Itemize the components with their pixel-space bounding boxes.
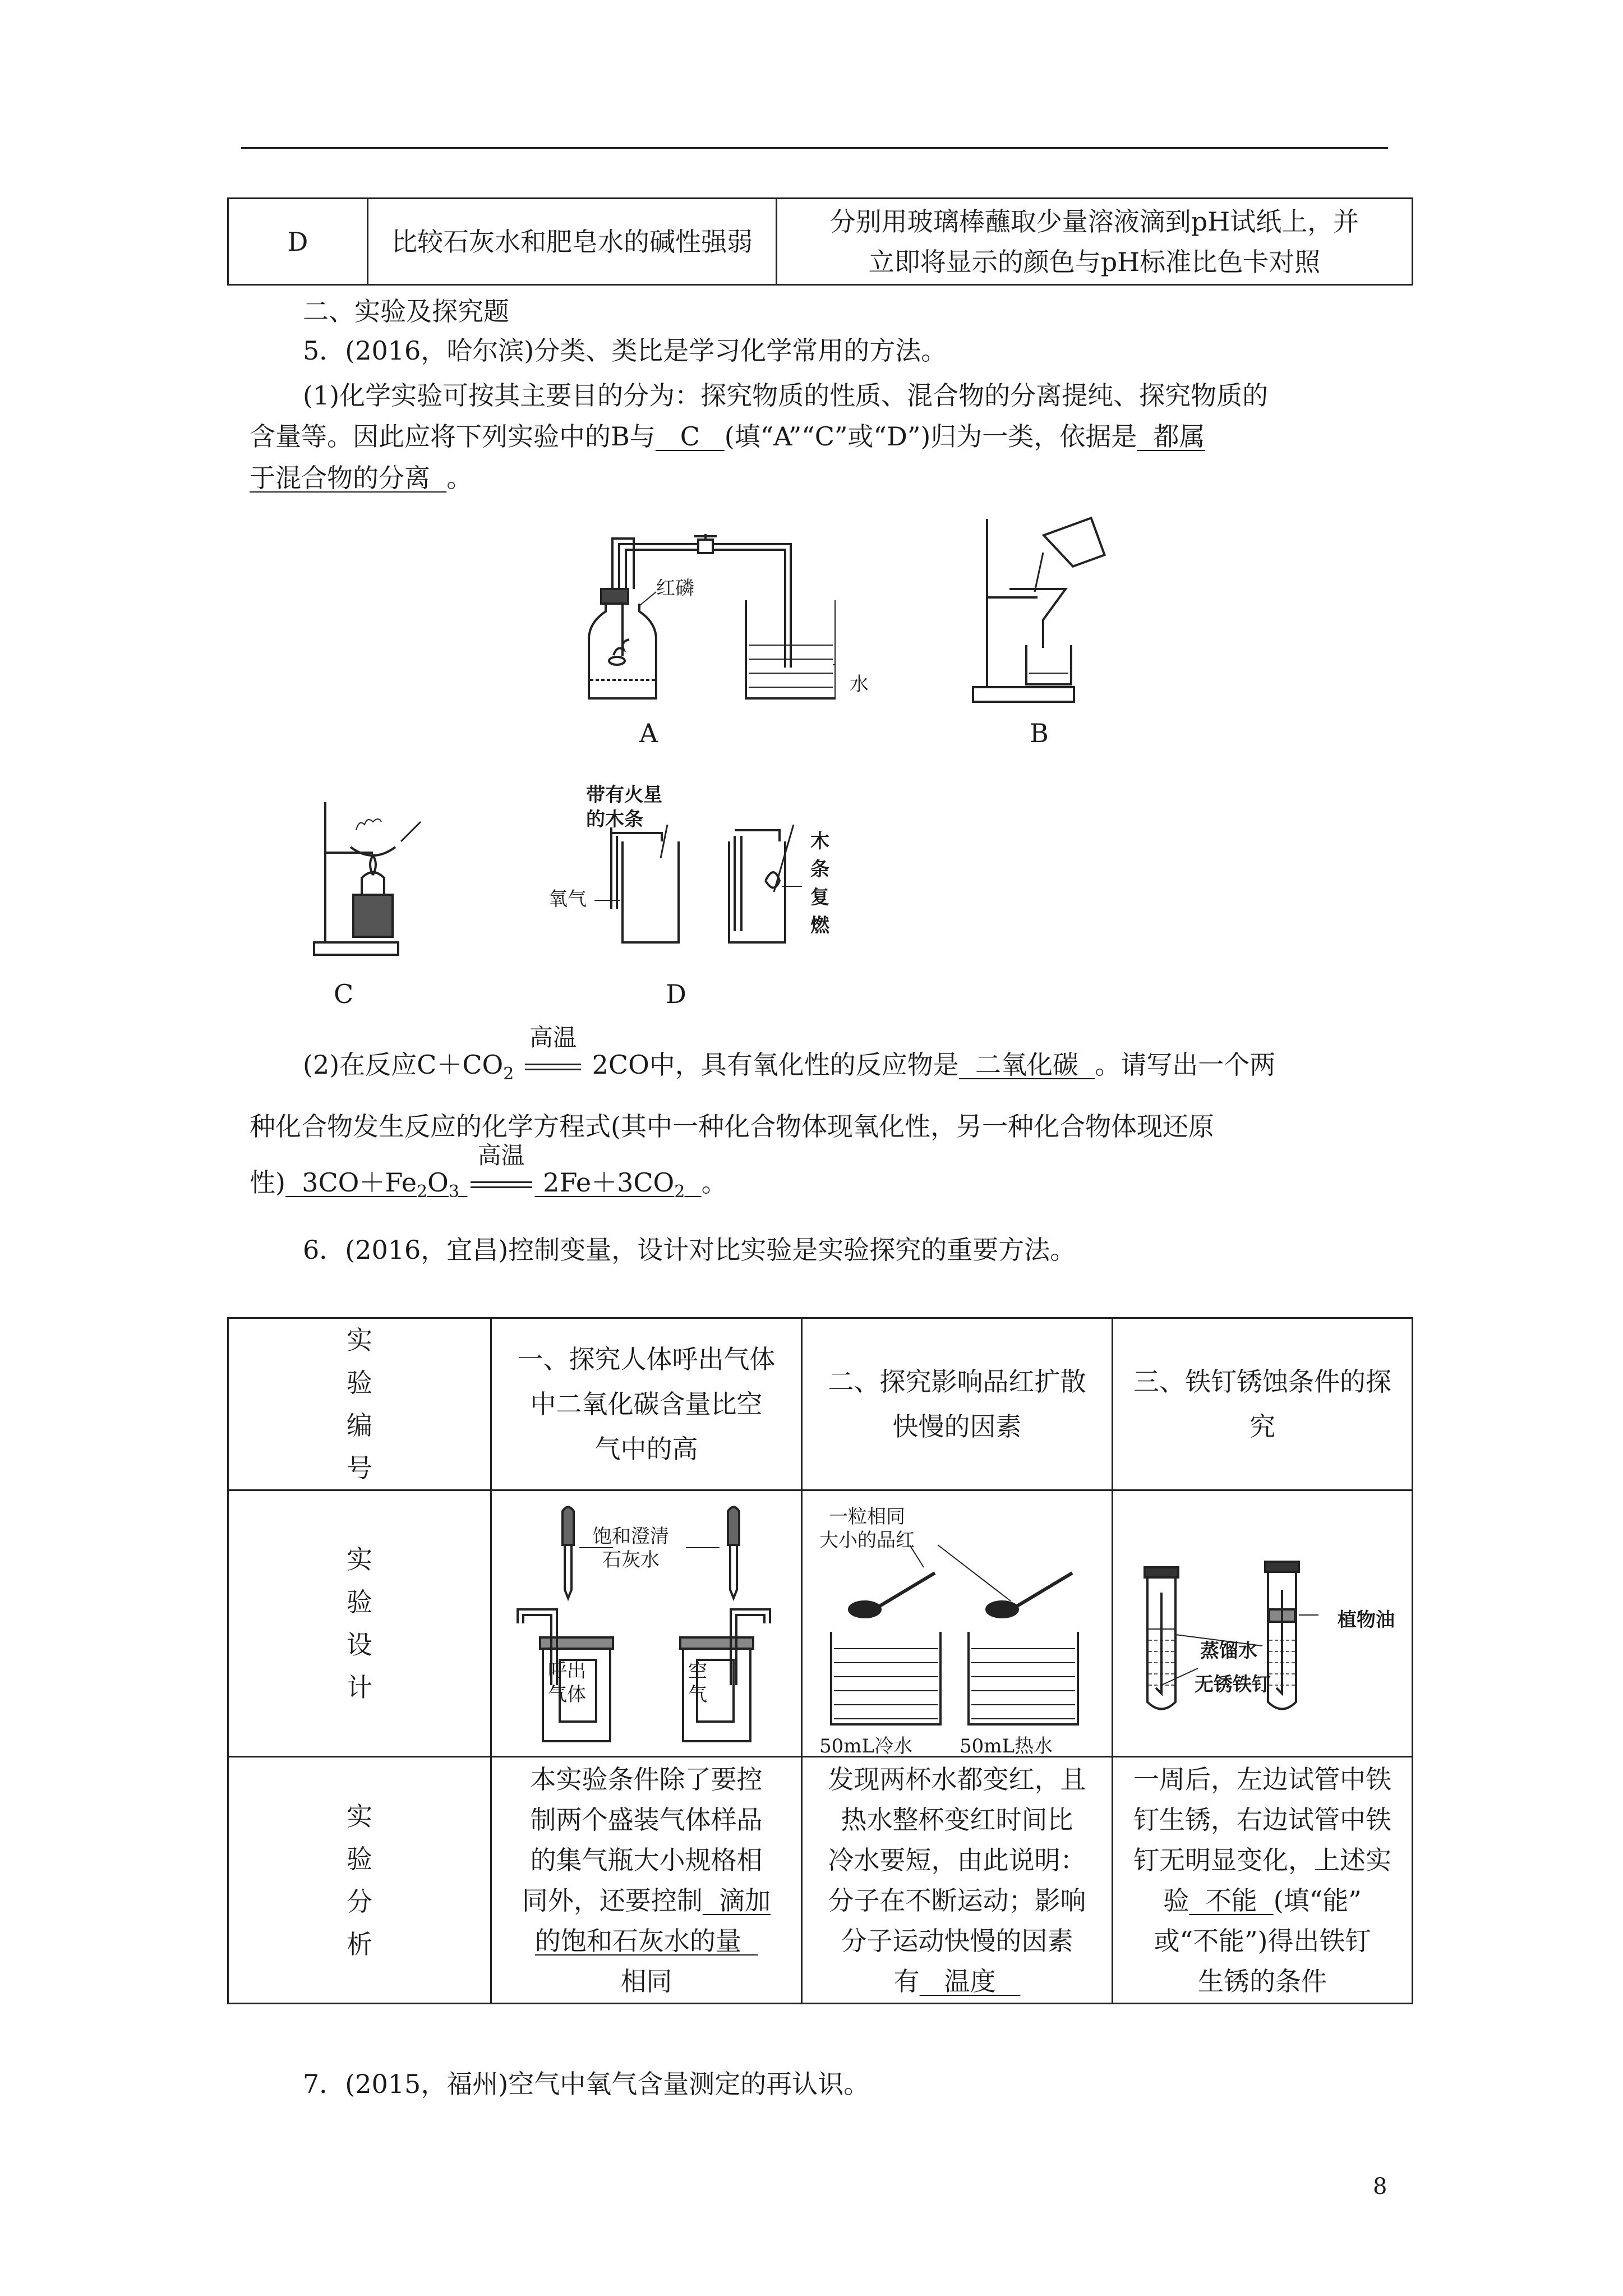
q6-exhaled-gas-label: 呼出 气体 bbox=[548, 1660, 586, 1706]
figure-a-red-phosphorus-label: 红磷 bbox=[656, 577, 694, 600]
q6-design3-cell bbox=[1113, 1490, 1413, 1757]
q5-p2-line1: (2)在反应$C+CO_2$ 高温 2CO中，具有氧化性的反应物是 二氧化碳 。请写出一个两 bbox=[303, 1042, 1275, 1097]
q6-answer-temperature: 温度 bbox=[944, 1966, 996, 1996]
q6-design1-cell bbox=[491, 1490, 802, 1757]
q5-p2-line3: 性) $3CO+Fe_2O_3$ 高温 $2Fe+3CO_2$ 。 bbox=[250, 1160, 727, 1214]
figure-d-splint-label: 带有火星 的木条 bbox=[586, 784, 662, 831]
q5-p2-line2: 种化合物发生反应的化学方程式(其中一种化合物体现氧化性，另一种化合物体现还原 bbox=[250, 1111, 1214, 1142]
figure-d-oxygen-label: 氧气 bbox=[548, 888, 587, 910]
q6-col1-title: 一、探究人体呼出气体 中二氧化碳含量比空 气中的高 bbox=[491, 1318, 802, 1490]
q5-answer-equation: $3CO+Fe_2O_3$ 高温 $2Fe+3CO_2$ bbox=[285, 1167, 702, 1198]
q5-answer-oxidizer: 二氧化碳 bbox=[975, 1050, 1079, 1080]
q6-analysis2: 发现两杯水都变红，且 热水整杯变红时间比 冷水要短，由此说明： 分子在不断运动；影响 分子运动快慢的因素 有 温度 bbox=[802, 1757, 1113, 2004]
q5-answer-basis-a: 都属 bbox=[1153, 421, 1205, 452]
figure-b-caption: B bbox=[1030, 718, 1049, 748]
q6-col2-title: 二、探究影响品红扩散 快慢的因素 bbox=[802, 1318, 1113, 1490]
q6-design2-cell bbox=[802, 1490, 1113, 1757]
q6-answer-volume-a: 滴加 bbox=[719, 1885, 771, 1916]
top-table-method-line1: 分别用玻璃棒蘸取少量溶液滴到pH试纸上，并 bbox=[829, 206, 1359, 237]
figure-d-oxygen-test-apparatus bbox=[594, 825, 836, 959]
q5-p1-line1: (1)化学实验可按其主要目的分为：探究物质的性质、混合物的分离提纯、探究物质的 bbox=[303, 380, 1269, 411]
top-table-method bbox=[777, 199, 1413, 285]
figure-a-red-phosphorus-apparatus bbox=[578, 527, 836, 712]
q6-cold-water-label: 50mL冷水 bbox=[819, 1735, 913, 1757]
q6-distilled-water-label: 蒸馏水 bbox=[1200, 1640, 1257, 1662]
q6-header-analysis: 实 验 分 析 bbox=[228, 1757, 491, 2004]
q5-p2-condition: 高温 bbox=[522, 1042, 584, 1087]
figure-b-filtration-apparatus bbox=[965, 513, 1133, 710]
q5-p1-line2-text-b: (填“A”“C”或“D”)归为一类，依据是 bbox=[724, 421, 1137, 452]
q5-equation-condition: 高温 bbox=[468, 1160, 535, 1205]
q6-hot-water-label: 50mL热水 bbox=[960, 1735, 1053, 1757]
top-table-purpose: 比较石灰水和肥皂水的碱性强弱 bbox=[368, 199, 777, 285]
top-table-label: D bbox=[228, 199, 368, 285]
q6-dye-label: 一粒相同 大小的品红 bbox=[819, 1506, 915, 1552]
figure-a-water-label: 水 bbox=[850, 673, 869, 696]
q6-analysis3: 一周后，左边试管中铁 钉生锈，右边试管中铁 钉无明显变化，上述实 验 不能 (填“能” 或“不能”)得出铁钉 生锈的条件 bbox=[1113, 1757, 1413, 2004]
q5-stem: 5．(2016，哈尔滨)分类、类比是学习化学常用的方法。 bbox=[303, 335, 947, 366]
q5-answer-basis-b: 于混合物的分离 bbox=[250, 463, 430, 493]
q6-table bbox=[227, 1317, 1413, 2004]
q6-answer-volume-b: 的饱和石灰水的量 bbox=[534, 1925, 741, 1956]
q6-limewater-label: 饱和澄清 石灰水 bbox=[593, 1525, 669, 1571]
q7-stem: 7．(2015，福州)空气中氧气含量测定的再认识。 bbox=[303, 2069, 870, 2099]
page-number: 8 bbox=[1373, 2174, 1387, 2200]
q6-header-design: 实 验 设 计 bbox=[228, 1490, 491, 1757]
q5-p1-line2-text: 含量等。因此应将下列实验中的B与 bbox=[250, 421, 656, 452]
q6-oil-label: 植物油 bbox=[1338, 1609, 1395, 1631]
q6-stem: 6．(2016，宜昌)控制变量，设计对比实验是实验探究的重要方法。 bbox=[303, 1235, 1076, 1265]
q6-nail-label: 无锈铁钉 bbox=[1195, 1673, 1271, 1696]
figure-c-caption: C bbox=[334, 979, 354, 1009]
figure-d-caption: D bbox=[666, 979, 686, 1009]
section-title: 二、实验及探究题 bbox=[303, 296, 509, 326]
q6-air-label: 空 气 bbox=[688, 1660, 707, 1706]
q6-col3-title: 三、铁钉锈蚀条件的探 究 bbox=[1113, 1318, 1413, 1490]
q5-p1-line3: 于混合物的分离 。 bbox=[250, 463, 473, 493]
q5-answer-c: C bbox=[680, 421, 700, 452]
header-rule bbox=[241, 147, 1388, 149]
q6-analysis1: 本实验条件除了要控 制两个盛装气体样品 的集气瓶大小规格相 同外，还要控制 滴加 的饱和石灰水的量 相同 bbox=[491, 1757, 802, 2004]
q5-p1-line2 bbox=[250, 414, 1205, 459]
figure-a-caption: A bbox=[639, 718, 658, 748]
top-table bbox=[227, 197, 1413, 286]
figure-d-relight-label: 木 条 复 燃 bbox=[810, 830, 829, 937]
figure-c-evaporation-apparatus bbox=[311, 791, 440, 959]
q6-header-number: 实 验 编 号 bbox=[228, 1318, 491, 1490]
top-table-method-line2: 立即将显示的颜色与pH标准比色卡对照 bbox=[868, 246, 1321, 277]
q6-answer-cannot: 不能 bbox=[1205, 1885, 1257, 1916]
